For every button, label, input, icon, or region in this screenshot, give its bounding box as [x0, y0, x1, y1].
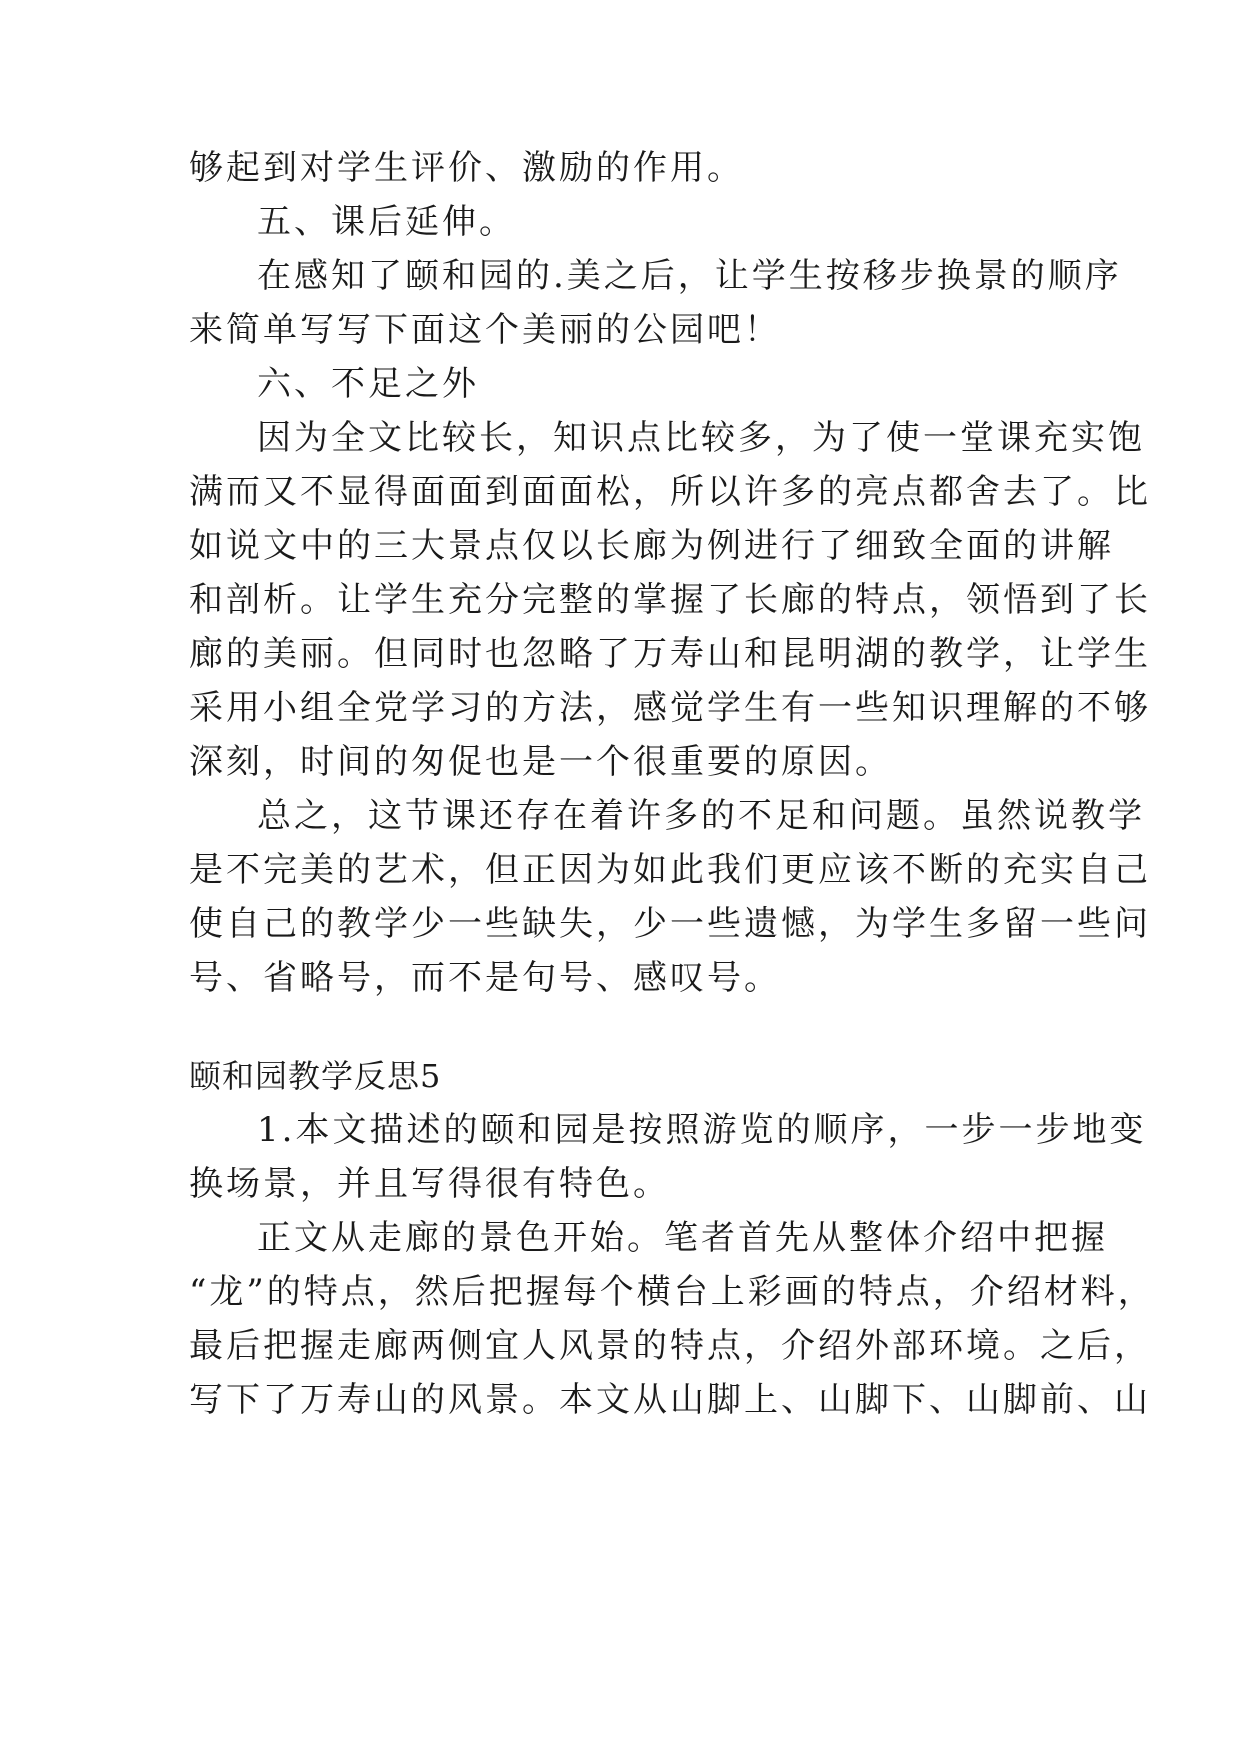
text-line: 在感知了颐和园的.美之后，让学生按移步换景的顺序 [257, 256, 1122, 296]
text-line: 和剖析。让学生充分完整的掌握了长廊的特点，领悟到了长 [189, 580, 1151, 620]
text-line: 够起到对学生评价、激励的作用。 [189, 148, 744, 188]
section-heading: 六、不足之外 [257, 364, 479, 404]
text-line: 1.本文描述的颐和园是按照游览的顺序，一步一步地变 [257, 1110, 1147, 1150]
section-heading: 五、课后延伸。 [257, 202, 516, 242]
text-line: 正文从走廊的景色开始。笔者首先从整体介绍中把握 [257, 1218, 1108, 1258]
text-line: 使自己的教学少一些缺失，少一些遗憾，为学生多留一些问 [189, 904, 1151, 944]
text-line: 号、省略号，而不是句号、感叹号。 [189, 958, 781, 998]
text-line: 如说文中的三大景点仅以长廊为例进行了细致全面的讲解 [189, 526, 1114, 566]
text-line: 廊的美丽。但同时也忽略了万寿山和昆明湖的教学，让学生 [189, 634, 1151, 674]
text-line: 最后把握走廊两侧宜人风景的特点，介绍外部环境。之后， [189, 1326, 1151, 1366]
section-title: 颐和园教学反思5 [189, 1057, 442, 1095]
text-line: 写下了万寿山的风景。本文从山脚上、山脚下、山脚前、山 [189, 1380, 1151, 1420]
text-line: 因为全文比较长，知识点比较多，为了使一堂课充实饱 [257, 418, 1145, 458]
text-line: 是不完美的艺术，但正因为如此我们更应该不断的充实自己 [189, 850, 1151, 890]
text-line: 来简单写写下面这个美丽的公园吧！ [189, 310, 781, 350]
text-line: 总之，这节课还存在着许多的不足和问题。虽然说教学 [257, 796, 1145, 836]
text-line: “龙”的特点，然后把握每个横台上彩画的特点，介绍材料， [189, 1272, 1155, 1312]
text-line: 深刻，时间的匆促也是一个很重要的原因。 [189, 742, 892, 782]
text-line: 换场景，并且写得很有特色。 [189, 1164, 670, 1204]
text-line: 满而又不显得面面到面面松，所以许多的亮点都舍去了。比 [189, 472, 1151, 512]
text-line: 采用小组全党学习的方法，感觉学生有一些知识理解的不够 [189, 688, 1151, 728]
